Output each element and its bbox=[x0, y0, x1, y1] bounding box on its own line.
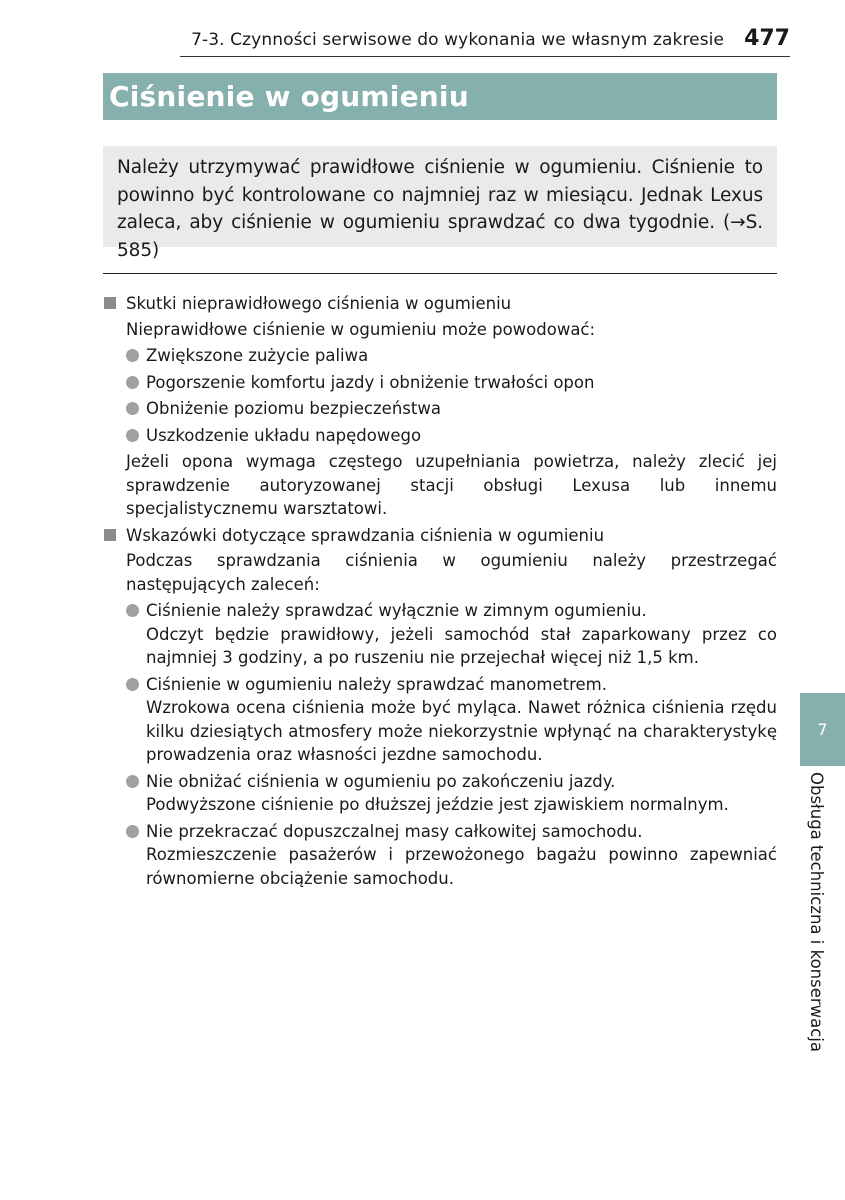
bullet-list bbox=[126, 599, 777, 890]
chapter-number: 7 bbox=[817, 720, 828, 739]
section-heading-text: Skutki nieprawidłowego ciśnienia w ogumieniu bbox=[126, 294, 512, 313]
list-item bbox=[126, 371, 777, 395]
page-number: 477 bbox=[744, 26, 790, 51]
list-item-text bbox=[146, 820, 777, 891]
list-item bbox=[126, 424, 777, 448]
intro-box bbox=[103, 146, 777, 261]
section-body bbox=[126, 318, 777, 521]
square-bullet-icon bbox=[104, 297, 116, 309]
section-tips bbox=[103, 524, 777, 891]
list-item bbox=[126, 599, 777, 670]
section-title: Ciśnienie w ogumieniu bbox=[109, 80, 469, 113]
list-item bbox=[126, 770, 777, 817]
list-item-detail: Rozmieszczenie pasażerów i przewożonego bagażu powinno zapewniać równomierne obciążenie samochodu. bbox=[146, 845, 777, 888]
main-content bbox=[103, 292, 777, 893]
section-heading bbox=[103, 292, 777, 316]
section-body bbox=[126, 549, 777, 890]
circle-bullet-icon bbox=[126, 376, 139, 389]
list-item bbox=[126, 820, 777, 891]
chapter-title: 7-3. Czynności serwisowe do wykonania we własnym zakresie bbox=[191, 30, 725, 50]
chapter-side-label: Obsługa techniczna i konserwacja bbox=[807, 772, 826, 1053]
list-item-text: Obniżenie poziomu bezpieczeństwa bbox=[146, 399, 441, 418]
circle-bullet-icon bbox=[126, 604, 139, 617]
list-item-detail: Wzrokowa ocena ciśnienia może być myląca. Nawet różnica ciśnienia rzędu kilku dziesiątych atmosfery może niekorzystnie wpłynąć na charakterystykę prowadzenia oraz własności jezdne samochodu. bbox=[146, 698, 777, 764]
page-header bbox=[180, 26, 790, 54]
divider bbox=[103, 273, 777, 274]
section-closing: Jeżeli opona wymaga częstego uzupełniania powietrza, należy zlecić jej sprawdzenie autoryzowanej stacji obsługi Lexusa lub innemu specjalistycznemu warsztatowi. bbox=[126, 452, 777, 518]
list-item-title: Ciśnienie należy sprawdzać wyłącznie w zimnym ogumieniu. bbox=[146, 601, 647, 620]
list-item-title: Nie obniżać ciśnienia w ogumieniu po zakończeniu jazdy. bbox=[146, 771, 616, 791]
circle-bullet-icon bbox=[126, 429, 139, 442]
bullet-list bbox=[126, 344, 777, 447]
list-item-detail: Podwyższone ciśnienie po dłuższej jeździe jest zjawiskiem normalnym. bbox=[146, 795, 729, 814]
list-item-text bbox=[146, 673, 777, 767]
list-item bbox=[126, 344, 777, 368]
section-heading bbox=[103, 524, 777, 548]
list-item-title: Nie przekraczać dopuszczalnej masy całkowitej samochodu. bbox=[146, 821, 643, 841]
circle-bullet-icon bbox=[126, 402, 139, 415]
circle-bullet-icon bbox=[126, 825, 139, 838]
list-item bbox=[126, 397, 777, 421]
list-item-title: Ciśnienie w ogumieniu należy sprawdzać manometrem. bbox=[146, 674, 607, 694]
intro-text: Należy utrzymywać prawidłowe ciśnienie w ogumieniu. Ciśnienie to powinno być kontrolowane co najmniej raz w miesiącu. Jednak Lexus zaleca, aby ciśnienie w ogumieniu sprawdzać co dwa tygodnie. (→S. 585) bbox=[117, 157, 763, 261]
section-lead: Nieprawidłowe ciśnienie w ogumieniu może powodować: bbox=[126, 319, 596, 339]
list-item-text bbox=[146, 770, 777, 817]
list-item-text: Zwiększone zużycie paliwa bbox=[146, 346, 369, 365]
chapter-tab[interactable] bbox=[800, 693, 845, 766]
square-bullet-icon bbox=[104, 529, 116, 541]
section-title-bar bbox=[103, 73, 777, 120]
section-effects bbox=[103, 292, 777, 521]
list-item-text: Pogorszenie komfortu jazdy i obniżenie trwałości opon bbox=[146, 372, 595, 392]
header-rule bbox=[180, 56, 790, 57]
list-item-text bbox=[146, 599, 777, 670]
section-heading-text: Wskazówki dotyczące sprawdzania ciśnienia w ogumieniu bbox=[126, 525, 605, 545]
list-item bbox=[126, 673, 777, 767]
circle-bullet-icon bbox=[126, 349, 139, 362]
section-lead: Podczas sprawdzania ciśnienia w ogumieniu należy przestrzegać następujących zaleceń: bbox=[126, 551, 777, 594]
circle-bullet-icon bbox=[126, 775, 139, 788]
list-item-detail: Odczyt będzie prawidłowy, jeżeli samochód stał zaparkowany przez co najmniej 3 godziny, a po ruszeniu nie przejechał więcej niż 1,5 km. bbox=[146, 624, 777, 667]
list-item-text: Uszkodzenie układu napędowego bbox=[146, 425, 422, 445]
circle-bullet-icon bbox=[126, 678, 139, 691]
